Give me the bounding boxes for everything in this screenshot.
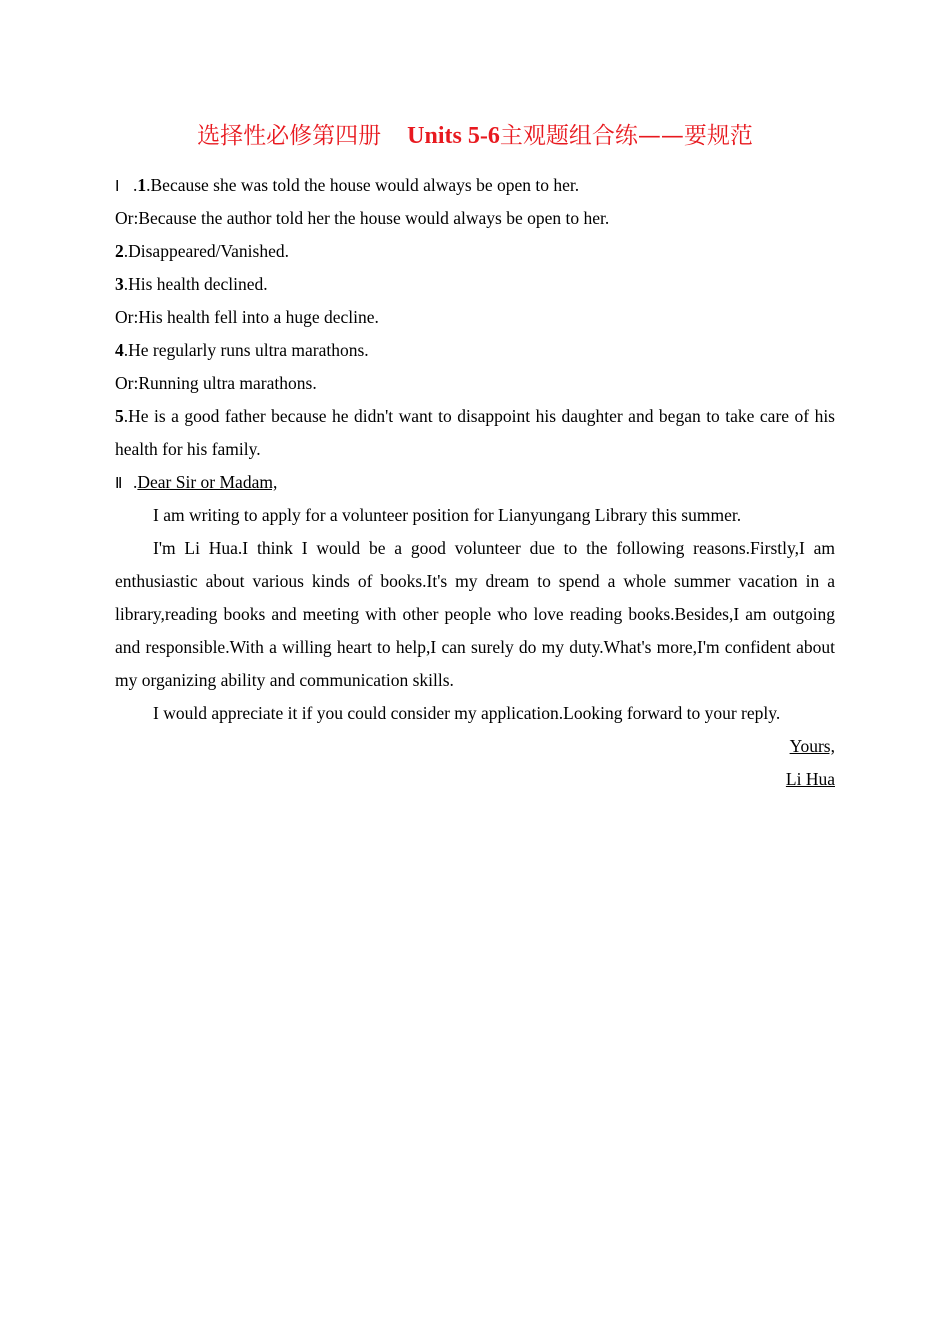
answer-number: 1 (137, 175, 147, 195)
letter-closing-line (115, 730, 835, 763)
title-cn-part1: 选择性必修第四册 (197, 123, 382, 149)
answer-alt-1: Or:Because the author told her the house would always be open to her. (115, 208, 610, 228)
answer-number: 5 (115, 406, 124, 426)
answer-number: 2 (115, 241, 124, 261)
answer-text: .His health declined. (123, 274, 268, 294)
answer-item-5 (115, 400, 835, 466)
page-title (0, 118, 950, 154)
letter-signature-line (115, 763, 835, 796)
answer-text: .Disappeared/Vanished. (123, 241, 289, 261)
section1-roman: Ⅰ (115, 177, 120, 195)
answer-text: .He regularly runs ultra marathons. (123, 340, 369, 360)
letter-signature: Li Hua (785, 769, 835, 789)
answer-item-4 (115, 334, 835, 367)
answer-alt-4: Or:Running ultra marathons. (115, 373, 317, 393)
answer-text: .He is a good father because he didn't want to disappoint his daughter and began to take care of his health for his family. (115, 406, 835, 459)
answer-item-2 (115, 235, 835, 268)
section2-roman: Ⅱ (115, 474, 123, 492)
answer-alt-3: Or:His health fell into a huge decline. (115, 307, 379, 327)
letter-greeting-line: Ⅱ .Dear Sir or Madam, (115, 466, 835, 499)
letter-closing: Yours, (789, 736, 835, 756)
title-en-part: Units 5-6 (407, 123, 500, 149)
letter-paragraph-3: I would appreciate it if you could consider my application.Looking forward to your reply. (153, 703, 781, 723)
answer-item-3 (115, 268, 835, 301)
letter-paragraph-1: I am writing to apply for a volunteer position for Lianyungang Library this summer. (153, 505, 742, 525)
letter-greeting: Dear Sir or Madam, (137, 472, 278, 492)
title-cn-part2: 主观题组合练——要规范 (499, 123, 753, 149)
answer-item-1: Ⅰ .1.Because she was told the house would always be open to her. (115, 169, 835, 202)
answer-number: 4 (115, 340, 124, 360)
document-body (115, 169, 835, 796)
letter-paragraph-2: I'm Li Hua.I think I would be a good volunteer due to the following reasons.Firstly,I am enthusiastic about various kinds of books.It's my dream to spend a whole summer vacation in a library,reading books and meeting with other people who love reading books.Besides,I am outgoing and responsible.With a willing heart to help,I can surely do my duty.What's more,I'm confident about my organizing ability and communication skills. (115, 538, 835, 690)
answer-text: .Because she was told the house would always be open to her. (146, 175, 580, 195)
answer-number: 3 (115, 274, 124, 294)
